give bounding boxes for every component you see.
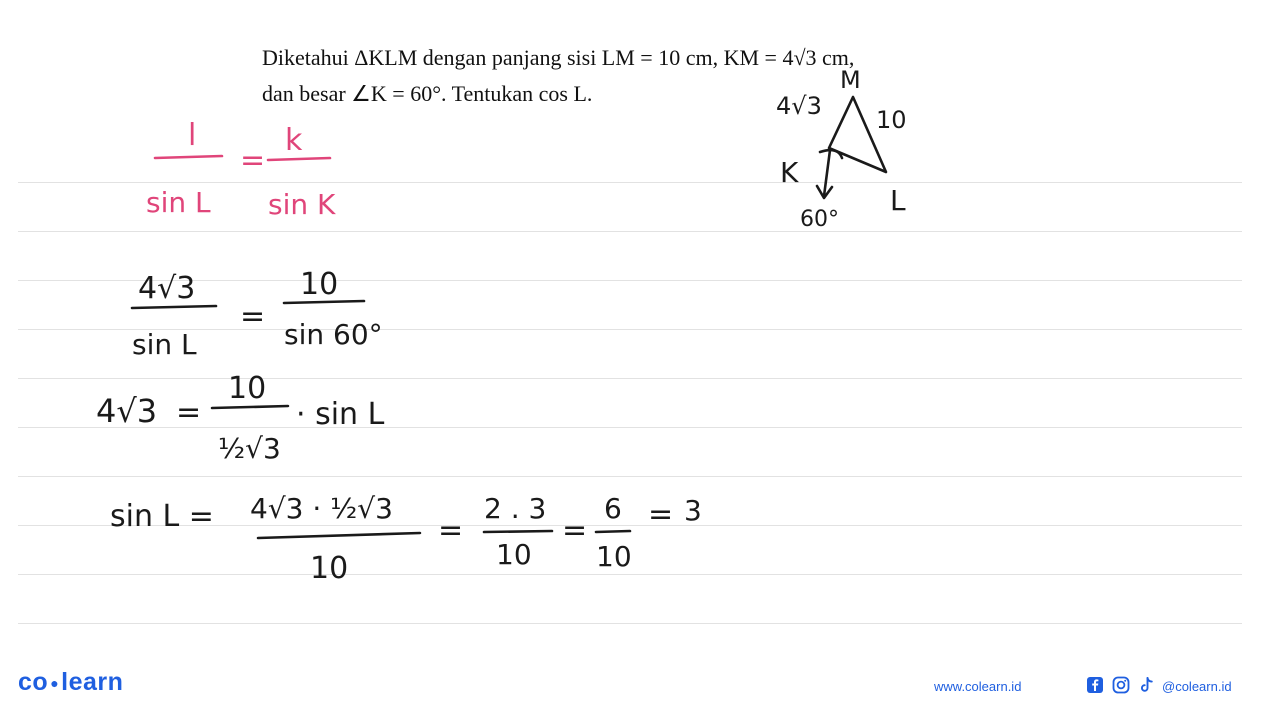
tri-side-km: 4√3	[776, 92, 822, 120]
problem-line-2: dan besar ∠K = 60°. Tentukan cos L.	[262, 81, 593, 106]
step2-left: 4√3	[96, 392, 158, 430]
step3-left: sin L =	[110, 499, 214, 534]
step2-eq: =	[176, 395, 202, 430]
instagram-icon[interactable]	[1112, 676, 1130, 694]
step3-den3: 10	[596, 540, 632, 573]
tri-vertex-k: K	[780, 156, 799, 189]
fraction-bar	[132, 306, 216, 308]
step3-num2: 2 . 3	[484, 492, 547, 525]
fraction-bar	[258, 533, 420, 538]
step1-den-right: sin 60°	[284, 318, 383, 351]
fraction-bar	[268, 158, 330, 160]
fraction-bar	[484, 531, 552, 532]
step3-result: 3	[684, 494, 702, 527]
fraction-bar	[212, 406, 288, 408]
step1-num-left: 4√3	[138, 271, 196, 306]
website-link[interactable]: www.colearn.id	[934, 679, 1022, 694]
step3-den2: 10	[496, 538, 532, 571]
step2-frac-den: ½√3	[218, 432, 281, 465]
facebook-icon[interactable]	[1086, 676, 1104, 694]
angle-arrow	[817, 150, 832, 198]
rule-k-num: k	[285, 123, 303, 158]
logo-dot-icon: ●	[50, 675, 60, 692]
logo-text-right: learn	[61, 668, 124, 696]
step3-den: 10	[310, 551, 349, 586]
colearn-logo	[18, 668, 123, 697]
step3-num: 4√3 · ½√3	[250, 492, 393, 525]
rule-l-num: l	[188, 118, 197, 153]
step-3	[110, 492, 702, 586]
rule-k-den: sin K	[268, 188, 336, 221]
triangle-sketch	[776, 66, 907, 232]
step2-frac-num: 10	[228, 371, 267, 406]
step3-eq1: =	[438, 513, 464, 548]
rule-l-den: sin L	[146, 186, 211, 219]
tiktok-icon[interactable]	[1138, 676, 1156, 694]
step-1	[132, 267, 383, 361]
fraction-bar	[284, 301, 364, 303]
tri-side-lm: 10	[876, 106, 907, 134]
logo-text-left: co	[18, 668, 49, 696]
fraction-bar	[155, 156, 222, 158]
tri-angle-k: 60°	[800, 207, 839, 232]
step3-num3: 6	[604, 492, 622, 525]
sine-rule	[146, 118, 336, 221]
step1-den-left: sin L	[132, 328, 197, 361]
problem-line-1: Diketahui ΔKLM dengan panjang sisi LM = 10 cm, KM = 4√3 cm,	[262, 45, 855, 70]
step3-eq3: =	[648, 497, 674, 532]
step1-eq: =	[240, 299, 266, 334]
step1-num-right: 10	[300, 267, 339, 302]
rule-eq: =	[240, 143, 266, 178]
social-handle[interactable]: @colearn.id	[1162, 679, 1232, 694]
tri-vertex-m: M	[840, 66, 861, 94]
step3-eq2: =	[562, 513, 588, 548]
step2-right: · sin L	[296, 397, 385, 432]
step-2	[96, 371, 385, 465]
tri-vertex-l: L	[890, 184, 906, 217]
fraction-bar	[596, 531, 630, 532]
